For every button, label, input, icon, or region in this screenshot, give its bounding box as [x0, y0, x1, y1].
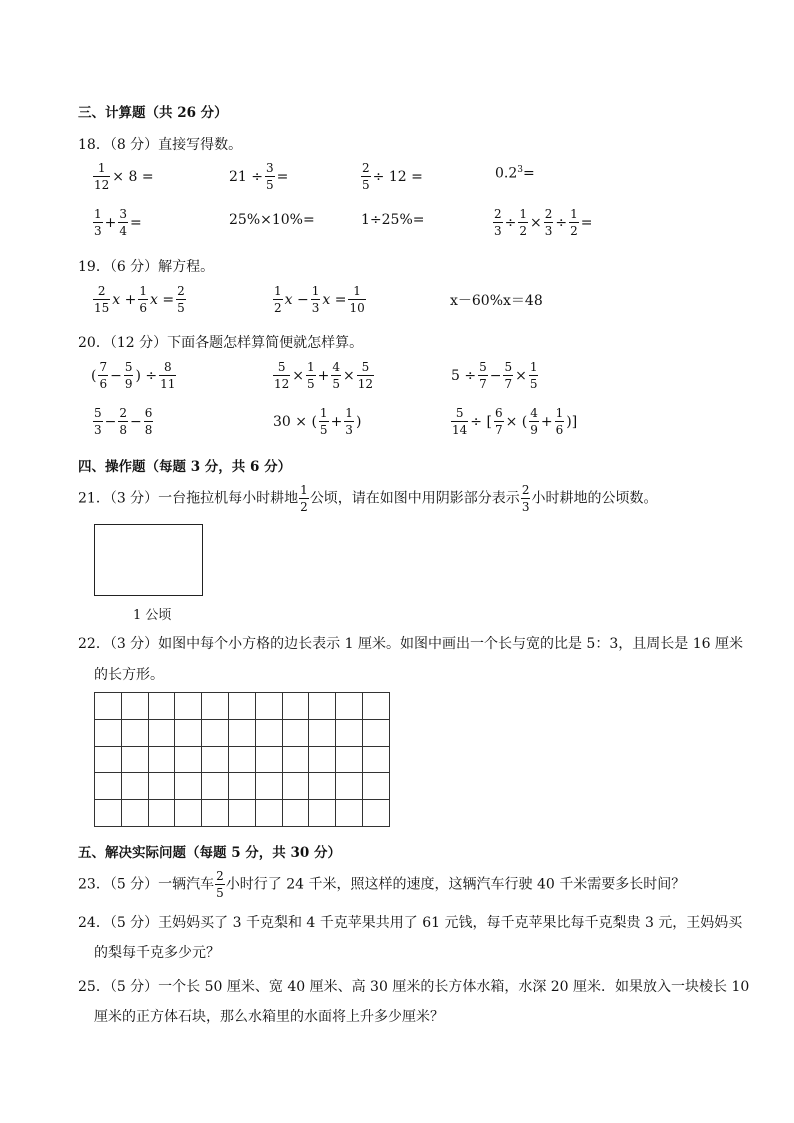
grid-cell[interactable]	[121, 800, 148, 827]
q19-equation-1: $\frac{2}{15}$ x + $\frac{1}{6}$ x = $\frac{2}{5}$	[94, 284, 185, 315]
grid-cell[interactable]	[336, 773, 363, 800]
grid-cell[interactable]	[202, 693, 229, 720]
grid-cell[interactable]	[175, 719, 202, 746]
grid-cell[interactable]	[282, 746, 309, 773]
grid-cell[interactable]	[255, 693, 282, 720]
grid-cell[interactable]	[148, 746, 175, 773]
grid-cell[interactable]	[228, 693, 255, 720]
grid-cell[interactable]	[309, 800, 336, 827]
grid-cell[interactable]	[309, 746, 336, 773]
grid-cell[interactable]	[148, 800, 175, 827]
grid-cell[interactable]	[362, 800, 389, 827]
grid-cell[interactable]	[362, 693, 389, 720]
question-18-title: 18．（8 分）直接写得数。	[78, 137, 243, 153]
grid-cell[interactable]	[282, 719, 309, 746]
grid-cell[interactable]	[95, 773, 122, 800]
grid-cell[interactable]	[255, 773, 282, 800]
grid-cell[interactable]	[336, 719, 363, 746]
q20-item-6: $\frac{5}{14}$ ÷ [ $\frac{6}{7}$ × ( $\frac{4}{9}$ + $\frac{1}{6}$ )]	[452, 406, 578, 437]
grid-cell[interactable]	[121, 773, 148, 800]
grid-cell[interactable]	[282, 773, 309, 800]
grid-cell[interactable]	[95, 693, 122, 720]
q18-item-1: $\frac{1}{12}$ × 8 =	[94, 161, 154, 192]
q22-square-grid[interactable]	[94, 692, 390, 827]
grid-cell[interactable]	[175, 800, 202, 827]
grid-cell[interactable]	[336, 746, 363, 773]
grid-cell[interactable]	[175, 693, 202, 720]
grid-cell[interactable]	[255, 719, 282, 746]
question-22-line-2: 的长方形。	[94, 667, 164, 683]
grid-cell[interactable]	[255, 800, 282, 827]
question-24-line-1: 24．（5 分）王妈妈买了 3 千克梨和 4 千克苹果共用了 61 元钱，每千克苹果比每千克梨贵 3 元，王妈妈买	[78, 915, 743, 931]
grid-cell[interactable]	[228, 719, 255, 746]
grid-cell[interactable]	[202, 746, 229, 773]
grid-cell[interactable]	[255, 746, 282, 773]
grid-cell[interactable]	[282, 693, 309, 720]
grid-cell[interactable]	[95, 800, 122, 827]
q21-text-part-3: 小时耕地的公顷数。	[531, 490, 658, 507]
question-21-text	[78, 484, 657, 513]
q20-item-3: 5 ÷ $\frac{5}{7}$ − $\frac{5}{7}$ × $\frac{1}{5}$	[451, 360, 538, 391]
question-19-title: 19．（6 分）解方程。	[78, 259, 215, 275]
grid-cell[interactable]	[309, 773, 336, 800]
grid-cell[interactable]	[282, 800, 309, 827]
q18-item-8: $\frac{2}{3}$ ÷ $\frac{1}{2}$ × $\frac{2}{3}$ ÷ $\frac{1}{2}$ =	[494, 207, 593, 238]
grid-cell[interactable]	[202, 719, 229, 746]
q20-item-2: $\frac{5}{12}$ × $\frac{1}{5}$ + $\frac{4}{5}$ × $\frac{5}{12}$	[274, 360, 374, 391]
grid-cell[interactable]	[148, 693, 175, 720]
question-25-line-2: 厘米的正方体石块，那么水箱里的水面将上升多少厘米？	[94, 1009, 444, 1025]
grid-cell[interactable]	[121, 746, 148, 773]
q21-text-part-1: 21．（3 分）一台拖拉机每小时耕地	[78, 490, 299, 507]
grid-cell[interactable]	[148, 719, 175, 746]
q23-fraction-two-fifths: $\frac{2}{5}$	[216, 869, 224, 900]
grid-cell[interactable]	[148, 773, 175, 800]
section-4-title: 四、操作题（每题 3 分，共 6 分）	[78, 459, 292, 475]
grid-cell[interactable]	[202, 800, 229, 827]
grid-cell[interactable]	[175, 773, 202, 800]
q20-item-1: ( $\frac{7}{6}$ − $\frac{5}{9}$ ) ÷ $\frac{8}{11}$	[91, 360, 176, 391]
section-3-title: 三、计算题（共 26 分）	[78, 105, 228, 121]
grid-cell[interactable]	[95, 719, 122, 746]
question-25-line-1: 25．（5 分）一个长 50 厘米、宽 40 厘米、高 30 厘米的长方体水箱，水深 20 厘米．如果放入一块棱长 10	[78, 979, 750, 995]
grid-cell[interactable]	[362, 746, 389, 773]
grid-cell[interactable]	[336, 800, 363, 827]
grid-cell[interactable]	[362, 773, 389, 800]
q18-item-2: 21 ÷ $\frac{3}{5}$ =	[229, 161, 289, 192]
grid-cell[interactable]	[228, 746, 255, 773]
section-5-title: 五、解决实际问题（每题 5 分，共 30 分）	[78, 845, 341, 861]
grid-cell[interactable]	[175, 746, 202, 773]
question-24-line-2: 的梨每千克多少元？	[94, 945, 220, 961]
q21-fraction-half: $\frac{1}{2}$	[300, 483, 308, 514]
grid-cell[interactable]	[121, 693, 148, 720]
grid-cell[interactable]	[309, 693, 336, 720]
q18-item-5: $\frac{1}{3}$ + $\frac{3}{4}$ =	[94, 207, 142, 238]
q18-item-6: 25%×10%=	[229, 212, 315, 228]
q20-item-5: 30 × ( $\frac{1}{5}$ + $\frac{1}{3}$ )	[273, 406, 362, 437]
grid-cell[interactable]	[228, 800, 255, 827]
grid-cell[interactable]	[121, 719, 148, 746]
grid-cell[interactable]	[336, 693, 363, 720]
question-22-line-1: 22．（3 分）如图中每个小方格的边长表示 1 厘米。如图中画出一个长与宽的比是 5：3，且周长是 16 厘米	[78, 636, 743, 652]
q18-item-4: $0.2^3=$	[495, 165, 535, 182]
q21-text-part-2: 公顷，请在如图中用阴影部分表示	[309, 490, 520, 507]
question-20-title: 20．（12 分）下面各题怎样算简便就怎样算。	[78, 335, 364, 351]
q21-hectare-rectangle[interactable]	[94, 524, 203, 596]
q23-text-part-1: 23．（5 分）一辆汽车	[78, 876, 215, 893]
q19-equation-2: $\frac{1}{2}$ x − $\frac{1}{3}$ x = $\frac{1}{10}$	[274, 284, 365, 315]
q20-item-4: $\frac{5}{3}$ − $\frac{2}{8}$ − $\frac{6}{8}$	[94, 406, 153, 437]
q23-text-part-2: 小时行了 24 千米，照这样的速度，这辆汽车行驶 40 千米需要多长时间？	[225, 876, 686, 893]
grid-cell[interactable]	[202, 773, 229, 800]
grid-cell[interactable]	[309, 719, 336, 746]
q18-item-7: 1÷25%=	[361, 212, 425, 228]
q18-item-3: $\frac{2}{5}$ ÷ 12 =	[362, 161, 423, 192]
grid-cell[interactable]	[95, 746, 122, 773]
question-23-text	[78, 870, 685, 899]
grid-cell[interactable]	[228, 773, 255, 800]
q21-fraction-two-thirds: $\frac{2}{3}$	[521, 483, 530, 514]
grid-cell[interactable]	[362, 719, 389, 746]
q19-equation-3: x－60%x＝48	[450, 293, 543, 309]
q21-rectangle-caption: 1 公顷	[133, 608, 172, 623]
